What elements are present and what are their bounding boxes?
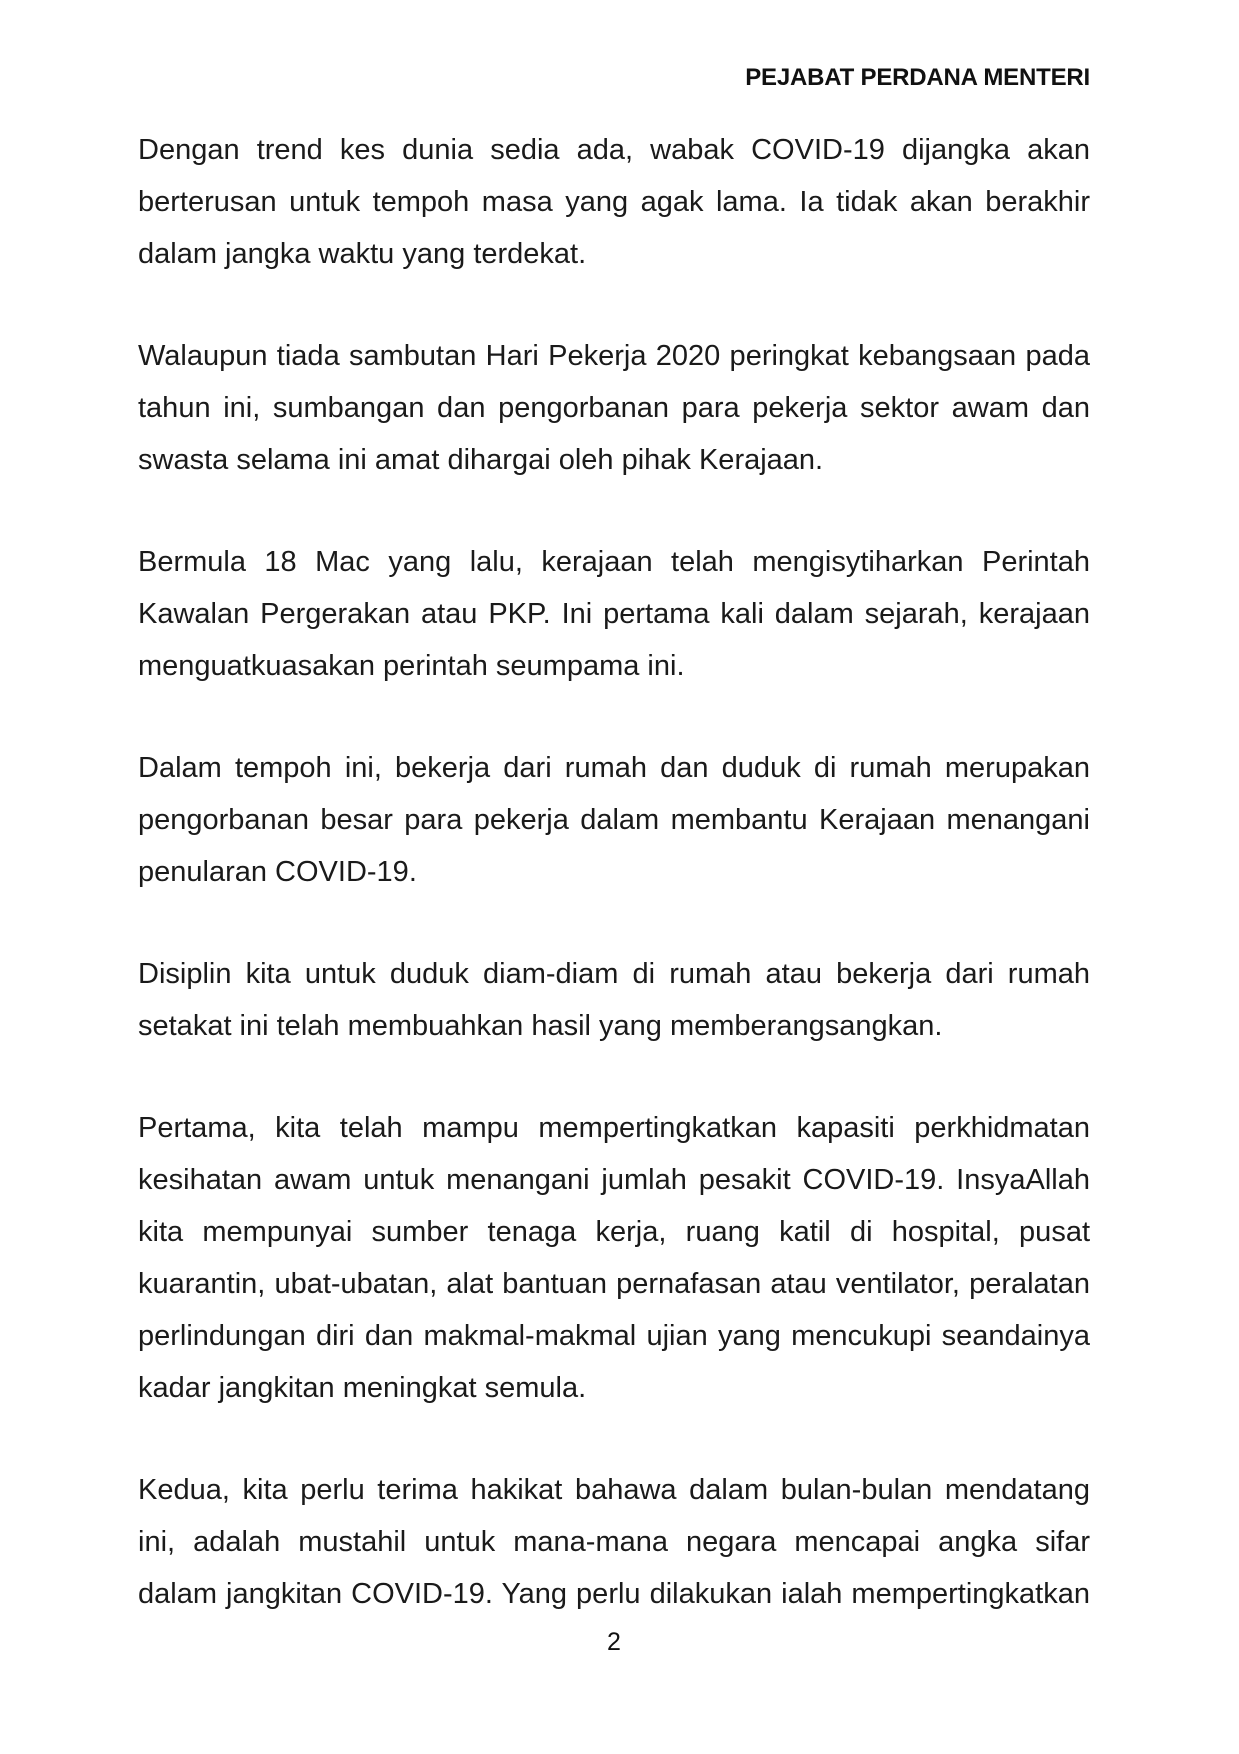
paragraph-line: Walaupun tiada sambutan Hari Pekerja 2020 peringkat kebangsaan pada	[138, 340, 1090, 372]
paragraph	[138, 1102, 1090, 1414]
paragraph	[138, 330, 1090, 486]
paragraph-line: Bermula 18 Mac yang lalu, kerajaan telah mengisytiharkan Perintah	[138, 546, 1090, 578]
paragraph-line: Kedua, kita perlu terima hakikat bahawa dalam bulan-bulan mendatang	[138, 1474, 1090, 1506]
paragraph-line: menguatkuasakan perintah seumpama ini.	[138, 650, 685, 682]
paragraph-line: Pertama, kita telah mampu mempertingkatkan kapasiti perkhidmatan	[138, 1112, 1090, 1144]
paragraph	[138, 742, 1090, 898]
paragraph-line: kita mempunyai sumber tenaga kerja, ruang katil di hospital, pusat	[138, 1216, 1090, 1248]
paragraph-line: perlindungan diri dan makmal-makmal ujian yang mencukupi seandainya	[138, 1320, 1090, 1352]
paragraph-line: pengorbanan besar para pekerja dalam membantu Kerajaan menangani	[138, 804, 1090, 836]
paragraph-line: ini, adalah mustahil untuk mana-mana negara mencapai angka sifar	[138, 1526, 1090, 1558]
paragraph-line: dalam jangka waktu yang terdekat.	[138, 238, 587, 270]
paragraph-line: kesihatan awam untuk menangani jumlah pesakit COVID-19. InsyaAllah	[138, 1164, 1090, 1196]
paragraph	[138, 948, 1090, 1052]
paragraph-line: berterusan untuk tempoh masa yang agak lama. Ia tidak akan berakhir	[138, 186, 1090, 218]
paragraph-line: Dengan trend kes dunia sedia ada, wabak COVID-19 dijangka akan	[138, 134, 1090, 166]
paragraph-line: swasta selama ini amat dihargai oleh pihak Kerajaan.	[138, 444, 824, 476]
page-footer	[138, 1627, 1090, 1657]
header-title: PEJABAT PERDANA MENTERI	[745, 64, 1090, 91]
paragraph-line: tahun ini, sumbangan dan pengorbanan para pekerja sektor awam dan	[138, 392, 1090, 424]
paragraph	[138, 124, 1090, 280]
paragraph-line: Dalam tempoh ini, bekerja dari rumah dan duduk di rumah merupakan	[138, 752, 1090, 784]
paragraph-line: setakat ini telah membuahkan hasil yang memberangsangkan.	[138, 1010, 943, 1042]
document-body	[138, 124, 1090, 1620]
paragraph-line: penularan COVID-19.	[138, 856, 417, 888]
text-column	[138, 64, 1090, 1657]
page-header	[138, 64, 1090, 92]
paragraph-line: kadar jangkitan meningkat semula.	[138, 1372, 587, 1404]
page-number: 2	[607, 1628, 621, 1656]
paragraph	[138, 1464, 1090, 1620]
paragraph-line: Disiplin kita untuk duduk diam-diam di rumah atau bekerja dari rumah	[138, 958, 1090, 990]
paragraph-line: kuarantin, ubat-ubatan, alat bantuan pernafasan atau ventilator, peralatan	[138, 1268, 1090, 1300]
paragraph-line: dalam jangkitan COVID-19. Yang perlu dilakukan ialah mempertingkatkan	[138, 1578, 1090, 1610]
paragraph	[138, 536, 1090, 692]
paragraph-line: Kawalan Pergerakan atau PKP. Ini pertama kali dalam sejarah, kerajaan	[138, 598, 1090, 630]
